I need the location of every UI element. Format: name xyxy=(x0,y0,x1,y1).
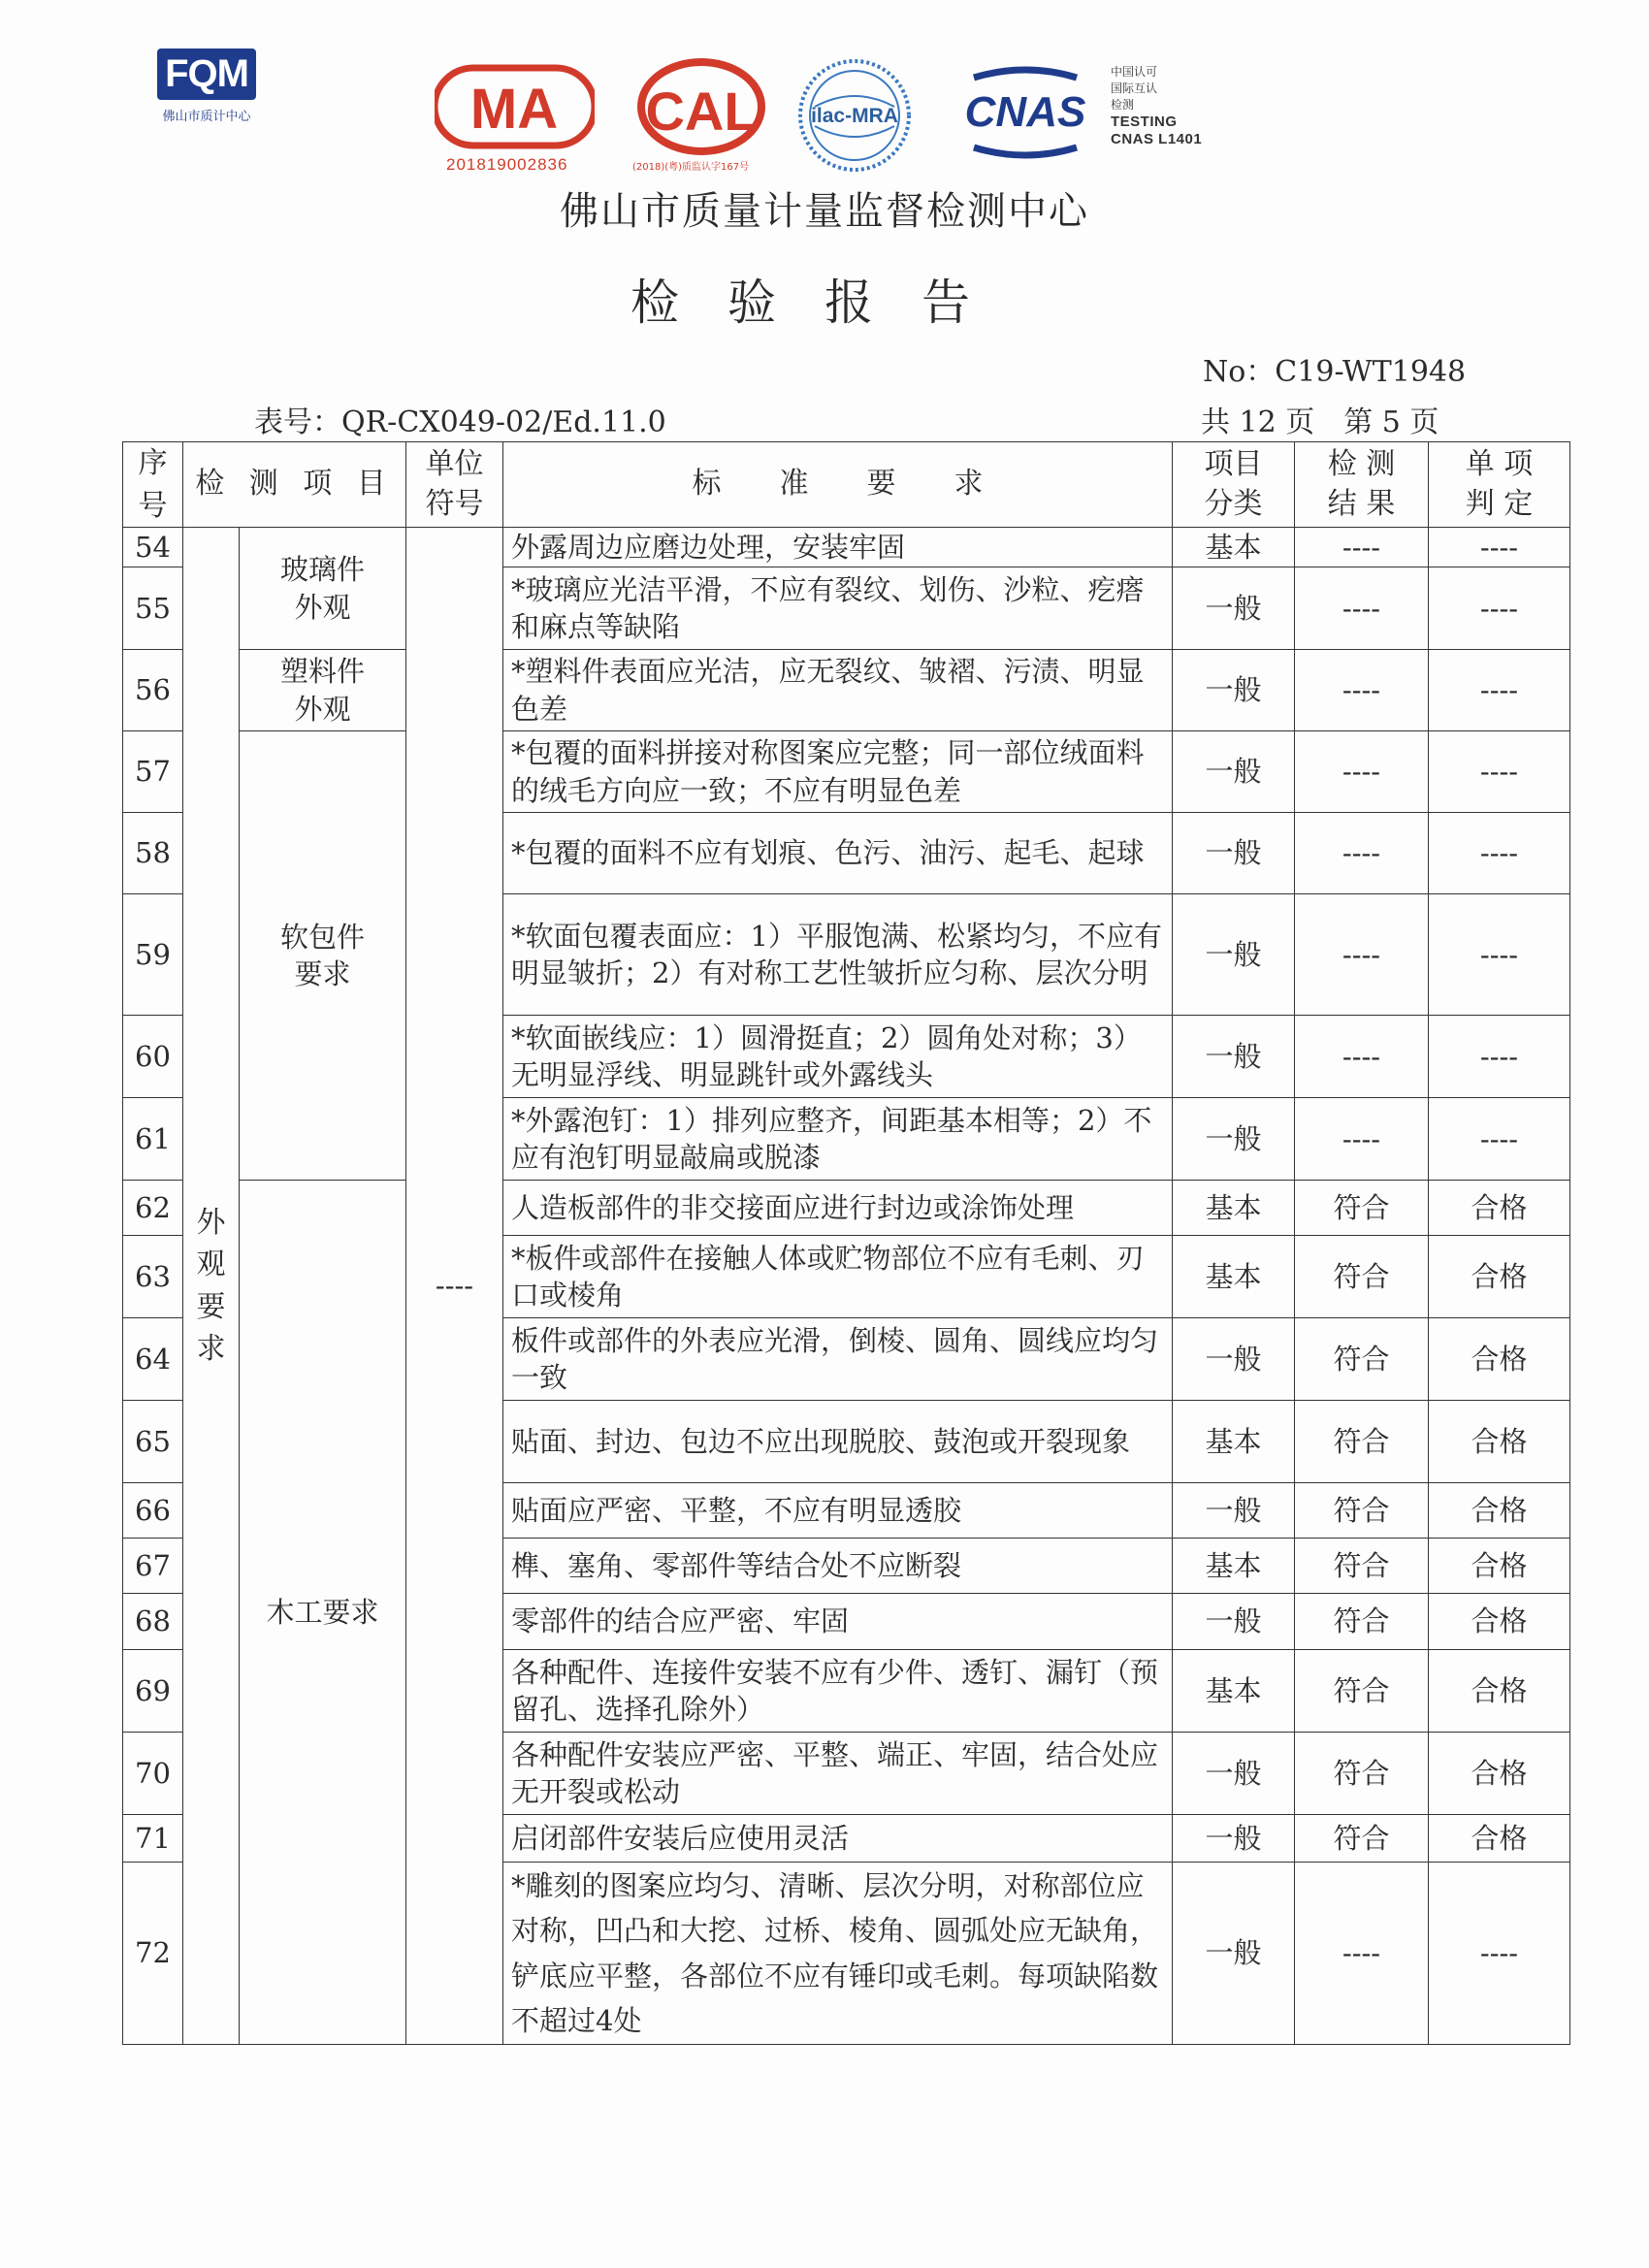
subgroup-plastic: 塑料件外观 xyxy=(240,650,406,731)
cnas-caption xyxy=(1111,64,1202,148)
row-verdict: 合格 xyxy=(1429,1650,1570,1733)
row-verdict: ---- xyxy=(1429,650,1570,731)
row-requirement: 零部件的结合应严密、牢固 xyxy=(503,1594,1173,1650)
row-requirement: *包覆的面料拼接对称图案应完整；同一部位绒面料的绒毛方向应一致；不应有明显色差 xyxy=(503,731,1173,813)
fqm-logo xyxy=(153,49,260,124)
cal-logo-text: CAL xyxy=(645,81,758,142)
row-category: 一般 xyxy=(1173,1318,1295,1401)
row-result: 符合 xyxy=(1295,1539,1429,1594)
subgroup-soft: 软包件要求 xyxy=(240,731,406,1181)
table-row xyxy=(123,1181,1570,1236)
ilac-mra-logo xyxy=(795,56,914,175)
page-info: 共 12 页 第 5 页 xyxy=(1201,405,1439,439)
table-row xyxy=(123,528,1570,567)
row-seq: 63 xyxy=(123,1236,183,1318)
row-verdict: 合格 xyxy=(1429,1539,1570,1594)
row-requirement: *雕刻的图案应均匀、清晰、层次分明，对称部位应对称，凹凸和大挖、过桥、棱角、圆弧处应无缺角，铲底应平整，各部位不应有锤印或毛刺。每项缺陷数不超过4处 xyxy=(503,1863,1173,2045)
row-requirement: 启闭部件安装后应使用灵活 xyxy=(503,1815,1173,1863)
row-requirement: *软面包覆表面应：1）平服饱满、松紧均匀，不应有明显皱折；2）有对称工艺性皱折应匀称、层次分明 xyxy=(503,894,1173,1016)
group-appearance: 外观要求 xyxy=(183,528,240,2045)
cma-code: 201819002836 xyxy=(446,155,568,174)
row-seq: 66 xyxy=(123,1483,183,1539)
header-seq: 序号 xyxy=(123,442,183,528)
row-seq: 59 xyxy=(123,894,183,1016)
row-seq: 60 xyxy=(123,1016,183,1098)
header-item: 检 测 项 目 xyxy=(183,442,406,528)
row-category: 一般 xyxy=(1173,1863,1295,2045)
row-requirement: 贴面、封边、包边不应出现脱胶、鼓泡或开裂现象 xyxy=(503,1401,1173,1483)
row-result: 符合 xyxy=(1295,1181,1429,1236)
row-result: ---- xyxy=(1295,650,1429,731)
row-verdict: ---- xyxy=(1429,1098,1570,1181)
table-row xyxy=(123,731,1570,813)
row-category: 基本 xyxy=(1173,1401,1295,1483)
cnas-caption-line3: 检测 xyxy=(1111,98,1135,112)
row-category: 一般 xyxy=(1173,1483,1295,1539)
row-category: 一般 xyxy=(1173,1594,1295,1650)
row-result: ---- xyxy=(1295,813,1429,894)
ilac-logo-text: ilac-MRA xyxy=(811,105,898,127)
row-seq: 71 xyxy=(123,1815,183,1863)
row-result: 符合 xyxy=(1295,1650,1429,1733)
cnas-testing-label: TESTING xyxy=(1111,113,1178,130)
row-requirement: 板件或部件的外表应光滑，倒棱、圆角、圆线应均匀一致 xyxy=(503,1318,1173,1401)
row-requirement: 榫、塞角、零部件等结合处不应断裂 xyxy=(503,1539,1173,1594)
row-verdict: 合格 xyxy=(1429,1483,1570,1539)
row-requirement: 外露周边应磨边处理，安装牢固 xyxy=(503,528,1173,567)
cma-logo-text: MA xyxy=(469,78,559,141)
row-seq: 57 xyxy=(123,731,183,813)
inspection-table xyxy=(122,441,1570,2045)
subgroup-wood: 木工要求 xyxy=(240,1181,406,2045)
organization-name: 佛山市质量计量监督检测中心 xyxy=(560,189,1089,234)
header-unit: 单位符号 xyxy=(406,442,503,528)
table-header-row xyxy=(123,442,1570,528)
row-seq: 56 xyxy=(123,650,183,731)
row-category: 一般 xyxy=(1173,1815,1295,1863)
row-seq: 68 xyxy=(123,1594,183,1650)
row-requirement: *塑料件表面应光洁，应无裂纹、皱褶、污渍、明显色差 xyxy=(503,650,1173,731)
row-verdict: ---- xyxy=(1429,1016,1570,1098)
row-category: 基本 xyxy=(1173,1650,1295,1733)
row-seq: 55 xyxy=(123,567,183,650)
row-verdict: ---- xyxy=(1429,894,1570,1016)
row-seq: 62 xyxy=(123,1181,183,1236)
row-result: 符合 xyxy=(1295,1318,1429,1401)
fqm-logo-mark: FQM xyxy=(157,49,256,100)
row-verdict: 合格 xyxy=(1429,1181,1570,1236)
row-verdict: 合格 xyxy=(1429,1733,1570,1815)
header-standard: 标 准 要 求 xyxy=(503,442,1173,528)
row-category: 一般 xyxy=(1173,650,1295,731)
row-result: 符合 xyxy=(1295,1815,1429,1863)
row-result: ---- xyxy=(1295,731,1429,813)
row-category: 一般 xyxy=(1173,731,1295,813)
row-category: 一般 xyxy=(1173,1016,1295,1098)
row-result: 符合 xyxy=(1295,1401,1429,1483)
row-result: ---- xyxy=(1295,567,1429,650)
row-category: 基本 xyxy=(1173,1539,1295,1594)
cal-code: (2018)(粤)质监认字167号 xyxy=(632,162,750,173)
row-verdict: 合格 xyxy=(1429,1401,1570,1483)
cnas-logo-text: CNAS xyxy=(964,88,1086,136)
header-category: 项目分类 xyxy=(1173,442,1295,528)
row-seq: 69 xyxy=(123,1650,183,1733)
row-category: 基本 xyxy=(1173,528,1295,567)
row-verdict: 合格 xyxy=(1429,1815,1570,1863)
subgroup-glass: 玻璃件外观 xyxy=(240,528,406,650)
cma-logo xyxy=(435,60,595,152)
header-result: 检 测结 果 xyxy=(1295,442,1429,528)
cnas-caption-line2: 国际互认 xyxy=(1111,81,1158,95)
row-requirement: *软面嵌线应：1）圆滑挺直；2）圆角处对称；3）无明显浮线、明显跳针或外露线头 xyxy=(503,1016,1173,1098)
row-requirement: 贴面应严密、平整，不应有明显透胶 xyxy=(503,1483,1173,1539)
row-verdict: ---- xyxy=(1429,567,1570,650)
report-number: No：C19-WT1948 xyxy=(1203,355,1467,389)
header-verdict: 单 项判 定 xyxy=(1429,442,1570,528)
row-category: 一般 xyxy=(1173,813,1295,894)
row-result: ---- xyxy=(1295,1863,1429,2045)
row-seq: 61 xyxy=(123,1098,183,1181)
cnas-number: CNAS L1401 xyxy=(1111,131,1203,147)
row-requirement: *包覆的面料不应有划痕、色污、油污、起毛、起球 xyxy=(503,813,1173,894)
cal-logo xyxy=(632,56,770,165)
row-category: 基本 xyxy=(1173,1181,1295,1236)
cnas-caption-line4 xyxy=(1111,113,1202,131)
table-row xyxy=(123,650,1570,731)
row-result: 符合 xyxy=(1295,1594,1429,1650)
report-title: 检验报告 xyxy=(630,275,1018,331)
row-category: 基本 xyxy=(1173,1236,1295,1318)
cnas-caption-line1: 中国认可 xyxy=(1111,65,1158,79)
row-seq: 64 xyxy=(123,1318,183,1401)
fqm-logo-caption: 佛山市质计中心 xyxy=(162,110,251,124)
row-category: 一般 xyxy=(1173,567,1295,650)
row-result: ---- xyxy=(1295,1016,1429,1098)
row-verdict: 合格 xyxy=(1429,1594,1570,1650)
row-result: ---- xyxy=(1295,894,1429,1016)
row-category: 一般 xyxy=(1173,1733,1295,1815)
row-verdict: ---- xyxy=(1429,813,1570,894)
row-requirement: *板件或部件在接触人体或贮物部位不应有毛刺、刃口或棱角 xyxy=(503,1236,1173,1318)
row-requirement: 人造板部件的非交接面应进行封边或涂饰处理 xyxy=(503,1181,1173,1236)
row-result: 符合 xyxy=(1295,1483,1429,1539)
cnas-logo xyxy=(953,64,1098,161)
row-verdict: ---- xyxy=(1429,731,1570,813)
row-category: 一般 xyxy=(1173,894,1295,1016)
row-verdict: ---- xyxy=(1429,1863,1570,2045)
row-requirement: *玻璃应光洁平滑，不应有裂纹、划伤、沙粒、疙瘩和麻点等缺陷 xyxy=(503,567,1173,650)
row-seq: 70 xyxy=(123,1733,183,1815)
row-result: ---- xyxy=(1295,1098,1429,1181)
row-verdict: ---- xyxy=(1429,528,1570,567)
row-requirement: 各种配件安装应严密、平整、端正、牢固，结合处应无开裂或松动 xyxy=(503,1733,1173,1815)
row-seq: 72 xyxy=(123,1863,183,2045)
row-result: 符合 xyxy=(1295,1236,1429,1318)
row-verdict: 合格 xyxy=(1429,1318,1570,1401)
row-requirement: 各种配件、连接件安装不应有少件、透钉、漏钉（预留孔、选择孔除外） xyxy=(503,1650,1173,1733)
row-seq: 67 xyxy=(123,1539,183,1594)
unit-symbol: ---- xyxy=(406,528,503,2045)
row-requirement: *外露泡钉：1）排列应整齐，间距基本相等；2）不应有泡钉明显敲扁或脱漆 xyxy=(503,1098,1173,1181)
row-seq: 54 xyxy=(123,528,183,567)
row-seq: 58 xyxy=(123,813,183,894)
row-verdict: 合格 xyxy=(1429,1236,1570,1318)
row-category: 一般 xyxy=(1173,1098,1295,1181)
row-seq: 65 xyxy=(123,1401,183,1483)
cnas-caption-line5 xyxy=(1111,131,1202,148)
row-result: ---- xyxy=(1295,528,1429,567)
row-result: 符合 xyxy=(1295,1733,1429,1815)
form-number: 表号：QR-CX049-02/Ed.11.0 xyxy=(254,405,666,439)
